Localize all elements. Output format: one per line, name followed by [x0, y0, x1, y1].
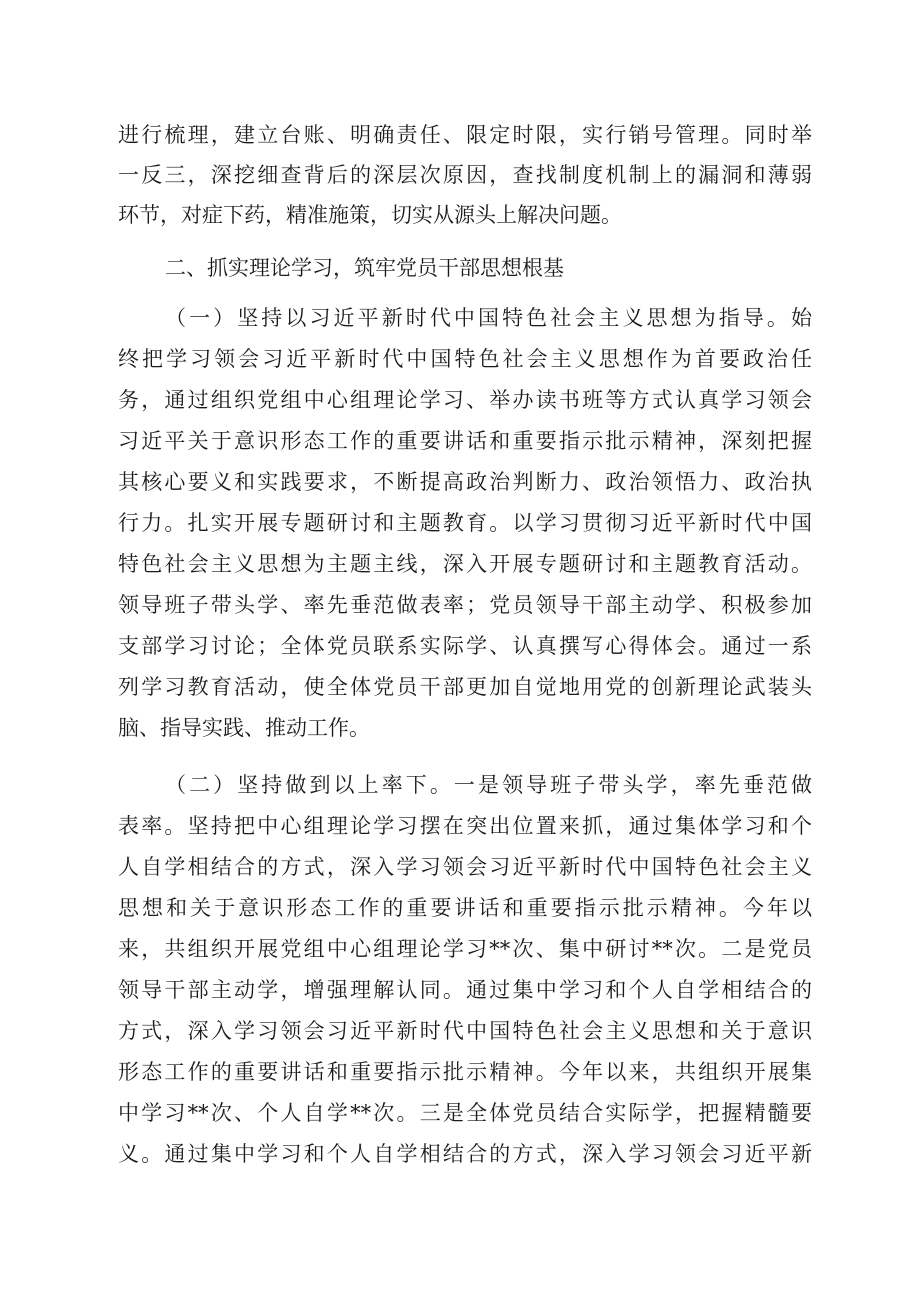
text-line: 方式，深入学习领会习近平新时代中国特色社会主义思想和关于意识 — [118, 1019, 812, 1043]
text-line: 领导干部主动学，增强理解认同。通过集中学习和个人自学相结合的 — [118, 978, 812, 1002]
text-line: 行力。扎实开展专题研讨和主题教育。以学习贯彻习近平新时代中国 — [118, 511, 812, 535]
text-line: 表率。坚持把中心组理论学习摆在突出位置来抓，通过集体学习和个 — [118, 814, 812, 838]
text-line: 一反三，深挖细查背后的深层次原因，查找制度机制上的漏洞和薄弱 — [118, 163, 812, 187]
text-line: （二）坚持做到以上率下。一是领导班子带头学，率先垂范做 — [165, 773, 812, 797]
text-line: 其核心要义和实践要求，不断提高政治判断力、政治领悟力、政治执 — [118, 470, 812, 494]
text-line: 人自学相结合的方式，深入学习领会习近平新时代中国特色社会主义 — [118, 855, 812, 879]
text-line: 习近平关于意识形态工作的重要讲话和重要指示批示精神，深刻把握 — [118, 429, 812, 453]
text-line: （一）坚持以习近平新时代中国特色社会主义思想为指导。始 — [165, 306, 812, 330]
text-line: 中学习**次、个人自学**次。三是全体党员结合实际学，把握精髓要 — [118, 1101, 812, 1125]
text-line: 义。通过集中学习和个人自学相结合的方式，深入学习领会习近平新 — [118, 1142, 812, 1166]
text-line: 务，通过组织党组中心组理论学习、举办读书班等方式认真学习领会 — [118, 388, 812, 412]
text-line: 环节，对症下药，精准施策，切实从源头上解决问题。 — [118, 203, 622, 227]
text-line: 来，共组织开展党组中心组理论学习**次、集中研讨**次。二是党员 — [118, 937, 812, 961]
text-line: 进行梳理，建立台账、明确责任、限定时限，实行销号管理。同时举 — [118, 123, 812, 147]
text-line: 脑、指导实践、推动工作。 — [118, 716, 370, 740]
text-line: 特色社会主义思想为主题主线，深入开展专题研讨和主题教育活动。 — [118, 552, 812, 576]
text-line: 支部学习讨论；全体党员联系实际学、认真撰写心得体会。通过一系 — [118, 634, 812, 658]
section-heading: 二、抓实理论学习，筑牢党员干部思想根基 — [165, 256, 564, 280]
text-line: 列学习教育活动，使全体党员干部更加自觉地用党的创新理论武装头 — [118, 675, 812, 699]
text-line: 终把学习领会习近平新时代中国特色社会主义思想作为首要政治任 — [118, 347, 812, 371]
text-line: 思想和关于意识形态工作的重要讲话和重要指示批示精神。今年以 — [118, 896, 812, 920]
text-line: 形态工作的重要讲话和重要指示批示精神。今年以来，共组织开展集 — [118, 1060, 812, 1084]
text-line: 领导班子带头学、率先垂范做表率；党员领导干部主动学、积极参加 — [118, 593, 812, 617]
